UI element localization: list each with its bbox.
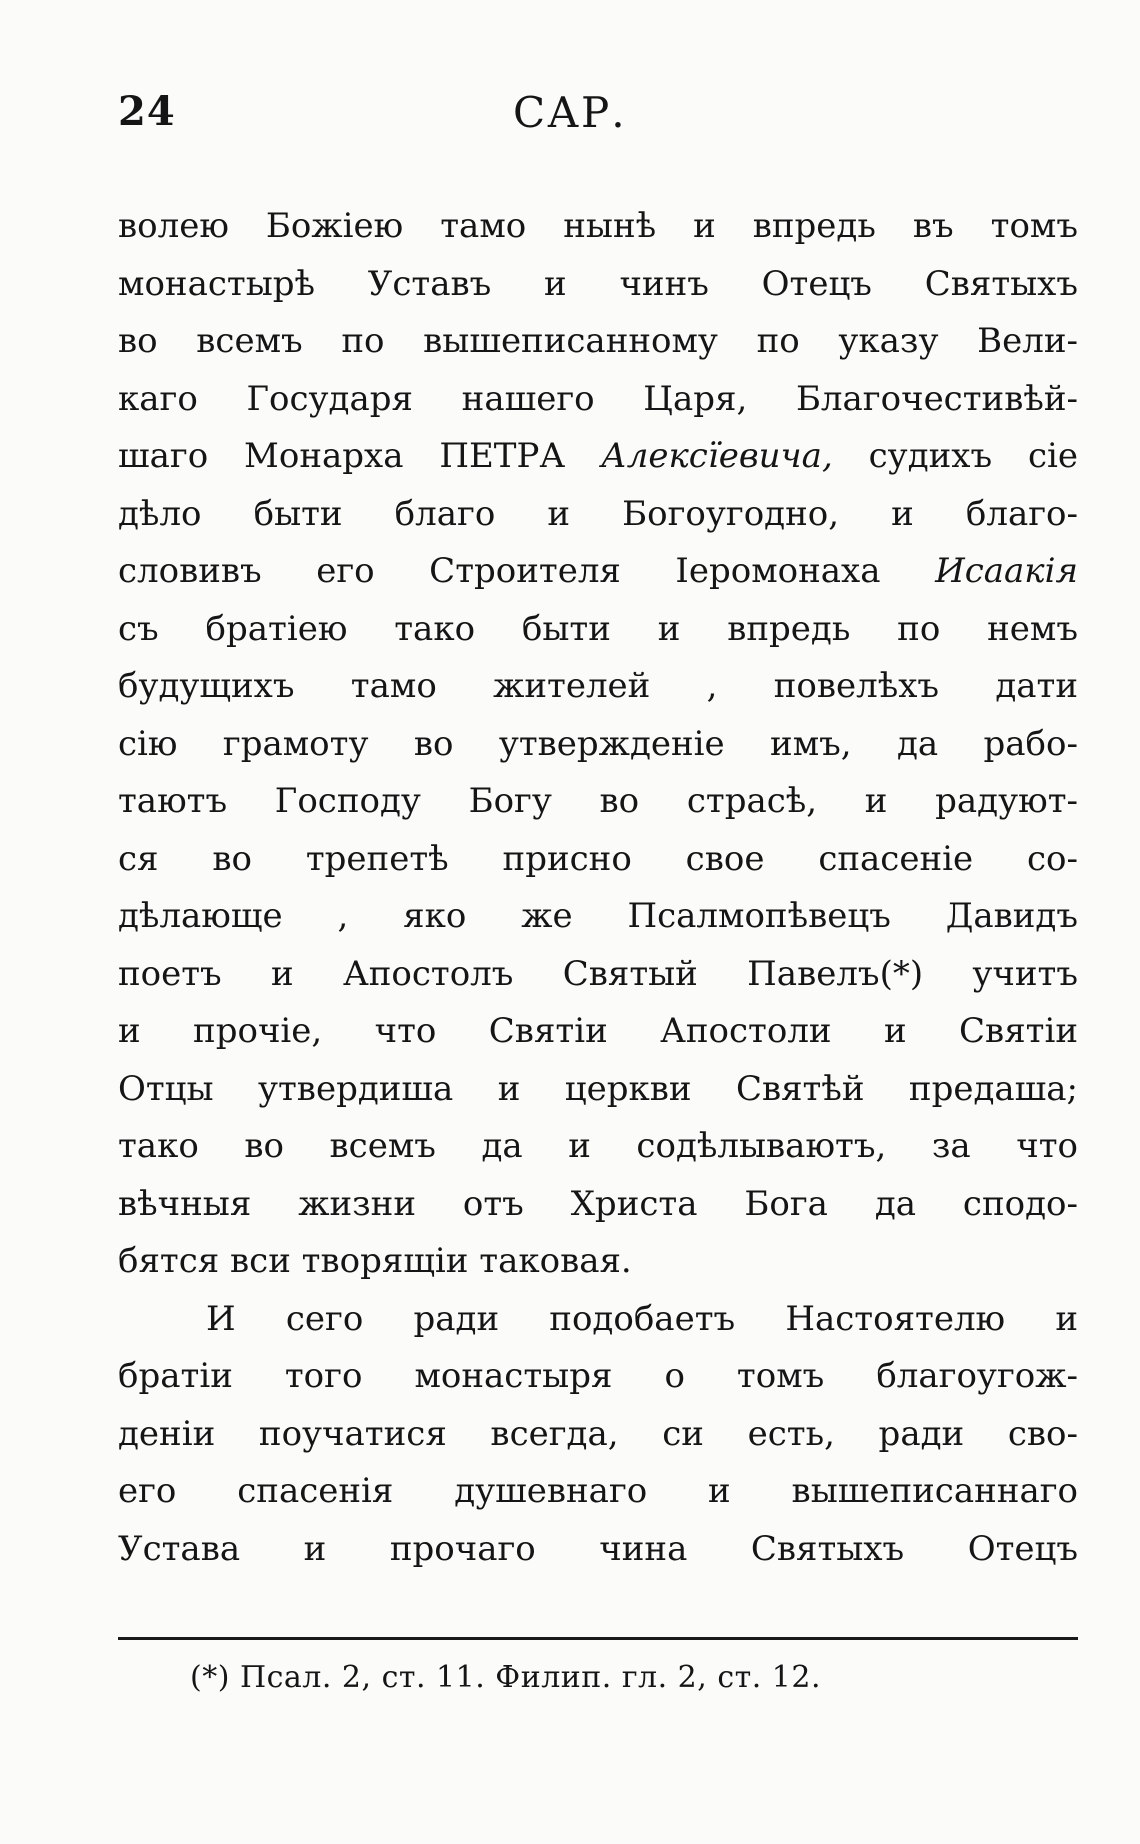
- page-number: 24: [118, 88, 176, 135]
- text-line: [118, 428, 1078, 486]
- text-line: Устава и прочаго чина Святыхъ Отецъ: [118, 1528, 1078, 1569]
- text-line: каго Государя нашего Царя, Благочестивѣй-: [118, 378, 1078, 419]
- italic-name: Исаакія: [935, 551, 1078, 591]
- text-line: тако во всемъ да и содѣлываютъ, за что: [118, 1126, 1078, 1166]
- text-line: братіи того монастыря о томъ благоугож-: [118, 1356, 1078, 1396]
- page-header: [118, 88, 1078, 148]
- text-line: Отцы утвердиша и церкви Святѣй предаша;: [118, 1068, 1078, 1109]
- text-line: дѣлающе , яко же Псалмопѣвецъ Давидъ: [118, 896, 1078, 936]
- text-line: деніи поучатися всегда, си есть, ради сво-: [118, 1413, 1078, 1454]
- footnote-divider: [118, 1637, 1078, 1640]
- text-segment: судихъ сіе: [868, 436, 1078, 476]
- footnote: (*) Псал. 2, ст. 11. Филип. гл. 2, ст. 12.: [190, 1660, 822, 1695]
- text-line: будущихъ тамо жителей , повелѣхъ дати: [118, 666, 1078, 706]
- text-line: вѣчныя жизни отъ Христа Бога да сподо-: [118, 1183, 1078, 1224]
- text-line: волею Божіею тамо нынѣ и впредь въ томъ: [118, 206, 1078, 246]
- italic-name: Алексїевича,: [600, 436, 833, 476]
- running-head: САР.: [513, 88, 627, 137]
- text-segment: словивъ его Строителя Іеромонаха: [118, 551, 881, 591]
- text-line: съ братіею тако быти и впредь по немъ: [118, 608, 1078, 649]
- text-line: ся во трепетѣ присно свое спасеніе со-: [118, 838, 1078, 879]
- text-line: дѣло быти благо и Богоугодно, и благо-: [118, 493, 1078, 534]
- text-line: бятся вси творящіи таковая.: [118, 1241, 632, 1281]
- text-line: монастырѣ Уставъ и чинъ Отецъ Святыхъ: [118, 263, 1078, 304]
- text-line: поетъ и Апостолъ Святый Павелъ(*) учитъ: [118, 953, 1078, 994]
- text-line: во всемъ по вышеписанному по указу Вели-: [118, 321, 1078, 361]
- text-line: сію грамоту во утвержденіе имъ, да рабо-: [118, 723, 1078, 764]
- text-line: и прочіе, что Святіи Апостоли и Святіи: [118, 1011, 1078, 1051]
- text-line: [118, 543, 1078, 601]
- text-line: его спасенія душевнаго и вышеписаннаго: [118, 1471, 1078, 1511]
- text-segment: шаго Монарха ПЕТРА: [118, 436, 566, 476]
- text-line: И сего ради подобаетъ Настоятелю и: [206, 1298, 1078, 1339]
- text-line: таютъ Господу Богу во страсѣ, и радуют-: [118, 781, 1078, 821]
- body-text: [118, 198, 1078, 1578]
